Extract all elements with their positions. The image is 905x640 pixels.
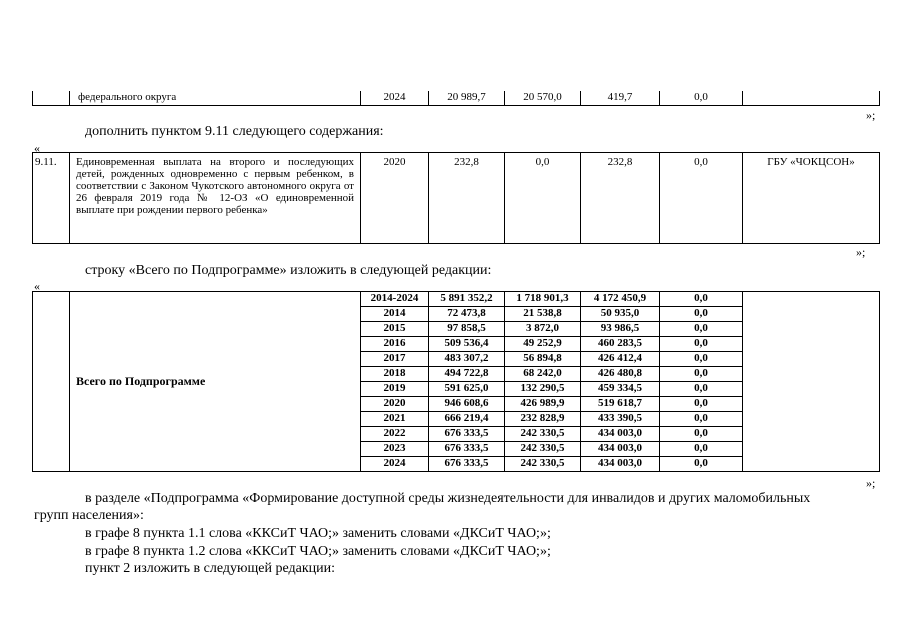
total-cell: 232,8 bbox=[429, 153, 505, 244]
year-cell: 2018 bbox=[361, 367, 429, 382]
total-cell: 20 989,7 bbox=[429, 91, 505, 105]
total-cell: 5 891 352,2 bbox=[429, 292, 505, 307]
paragraph-total-row: строку «Всего по Подпрограмме» изложить в следующей редакции: bbox=[85, 263, 492, 278]
value-cell: 0,0 bbox=[660, 412, 743, 427]
year-cell: 2017 bbox=[361, 352, 429, 367]
total-cell: 509 536,4 bbox=[429, 337, 505, 352]
total-cell: 494 722,8 bbox=[429, 367, 505, 382]
name-cell: федерального округа bbox=[70, 91, 361, 105]
value-cell: 0,0 bbox=[660, 457, 743, 472]
paragraph-section-cont: групп населения»: bbox=[34, 508, 144, 523]
total-cell: 666 219,4 bbox=[429, 412, 505, 427]
year-cell: 2023 bbox=[361, 442, 429, 457]
table-continued-row bbox=[32, 91, 880, 106]
closing-quote: »; bbox=[866, 476, 876, 490]
closing-quote: »; bbox=[866, 108, 876, 122]
year-cell: 2019 bbox=[361, 382, 429, 397]
total-cell: 946 608,6 bbox=[429, 397, 505, 412]
total-cell: 676 333,5 bbox=[429, 442, 505, 457]
value-cell: 0,0 bbox=[660, 442, 743, 457]
value-cell: 242 330,5 bbox=[505, 427, 581, 442]
value-cell: 426 989,9 bbox=[505, 397, 581, 412]
total-cell: 483 307,2 bbox=[429, 352, 505, 367]
executor-cell bbox=[743, 91, 880, 105]
value-cell: 0,0 bbox=[660, 397, 743, 412]
table-row bbox=[33, 91, 880, 105]
total-cell: 591 625,0 bbox=[429, 382, 505, 397]
name-cell: Единовременная выплата на второго и последующих детей, рожденных одновременно с первым ребенком, в соответствии с Законом Чукотского автономного округа от 26 февраля 2019 года № 12-ОЗ «О единовременной выплате при рождении первого ребенка» bbox=[70, 153, 361, 244]
value-cell: 68 242,0 bbox=[505, 367, 581, 382]
year-cell: 2021 bbox=[361, 412, 429, 427]
value-cell: 460 283,5 bbox=[581, 337, 660, 352]
num-cell bbox=[33, 91, 70, 105]
value-cell: 49 252,9 bbox=[505, 337, 581, 352]
year-cell: 2024 bbox=[361, 457, 429, 472]
value-cell: 0,0 bbox=[660, 292, 743, 307]
value-cell: 232 828,9 bbox=[505, 412, 581, 427]
value-cell: 434 003,0 bbox=[581, 442, 660, 457]
value-cell: 426 480,8 bbox=[581, 367, 660, 382]
value-cell: 0,0 bbox=[505, 153, 581, 244]
year-cell: 2016 bbox=[361, 337, 429, 352]
value-cell: 519 618,7 bbox=[581, 397, 660, 412]
paragraph-item-2: пункт 2 изложить в следующей редакции: bbox=[85, 561, 335, 576]
value-cell: 0,0 bbox=[660, 382, 743, 397]
executor-cell: ГБУ «ЧОКЦСОН» bbox=[743, 153, 880, 244]
value-cell: 0,0 bbox=[660, 352, 743, 367]
value-cell: 242 330,5 bbox=[505, 457, 581, 472]
value-cell: 56 894,8 bbox=[505, 352, 581, 367]
value-cell: 0,0 bbox=[660, 367, 743, 382]
value-cell: 0,0 bbox=[660, 91, 743, 105]
value-cell: 433 390,5 bbox=[581, 412, 660, 427]
closing-quote: »; bbox=[856, 245, 866, 259]
paragraph-item-1-2: в графе 8 пункта 1.2 слова «ККСиТ ЧАО;» заменить словами «ДКСиТ ЧАО;»; bbox=[85, 544, 551, 559]
year-cell: 2020 bbox=[361, 397, 429, 412]
table-item-911 bbox=[32, 152, 880, 244]
total-cell: 97 858,5 bbox=[429, 322, 505, 337]
total-label: Всего по Подпрограмме bbox=[70, 292, 361, 472]
year-cell: 2022 bbox=[361, 427, 429, 442]
num-cell: 9.11. bbox=[33, 153, 70, 244]
value-cell: 50 935,0 bbox=[581, 307, 660, 322]
opening-quote: « bbox=[34, 279, 40, 293]
value-cell: 419,7 bbox=[581, 91, 660, 105]
value-cell: 0,0 bbox=[660, 322, 743, 337]
value-cell: 93 986,5 bbox=[581, 322, 660, 337]
value-cell: 242 330,5 bbox=[505, 442, 581, 457]
value-cell: 21 538,8 bbox=[505, 307, 581, 322]
value-cell: 0,0 bbox=[660, 427, 743, 442]
paragraph-item-1-1: в графе 8 пункта 1.1 слова «ККСиТ ЧАО;» заменить словами «ДКСиТ ЧАО;»; bbox=[85, 526, 551, 541]
total-cell: 72 473,8 bbox=[429, 307, 505, 322]
total-cell: 676 333,5 bbox=[429, 427, 505, 442]
year-cell: 2024 bbox=[361, 91, 429, 105]
value-cell: 0,0 bbox=[660, 337, 743, 352]
value-cell: 1 718 901,3 bbox=[505, 292, 581, 307]
value-cell: 132 290,5 bbox=[505, 382, 581, 397]
total-cell: 676 333,5 bbox=[429, 457, 505, 472]
year-cell: 2020 bbox=[361, 153, 429, 244]
value-cell: 3 872,0 bbox=[505, 322, 581, 337]
year-cell: 2015 bbox=[361, 322, 429, 337]
value-cell: 426 412,4 bbox=[581, 352, 660, 367]
value-cell: 0,0 bbox=[660, 307, 743, 322]
table-subprogram-total bbox=[32, 291, 880, 472]
executor-cell bbox=[743, 292, 880, 472]
num-cell bbox=[33, 292, 70, 472]
year-cell: 2014 bbox=[361, 307, 429, 322]
value-cell: 232,8 bbox=[581, 153, 660, 244]
value-cell: 434 003,0 bbox=[581, 457, 660, 472]
paragraph-section: в разделе «Подпрограмма «Формирование доступной среды жизнедеятельности для инвалидов и других маломобильных bbox=[85, 491, 811, 506]
value-cell: 459 334,5 bbox=[581, 382, 660, 397]
value-cell: 20 570,0 bbox=[505, 91, 581, 105]
value-cell: 4 172 450,9 bbox=[581, 292, 660, 307]
opening-quote: « bbox=[34, 141, 40, 155]
value-cell: 434 003,0 bbox=[581, 427, 660, 442]
table-row bbox=[33, 292, 880, 307]
value-cell: 0,0 bbox=[660, 153, 743, 244]
table-row bbox=[33, 153, 880, 244]
year-cell: 2014-2024 bbox=[361, 292, 429, 307]
paragraph-add-item: дополнить пунктом 9.11 следующего содержания: bbox=[85, 124, 384, 139]
